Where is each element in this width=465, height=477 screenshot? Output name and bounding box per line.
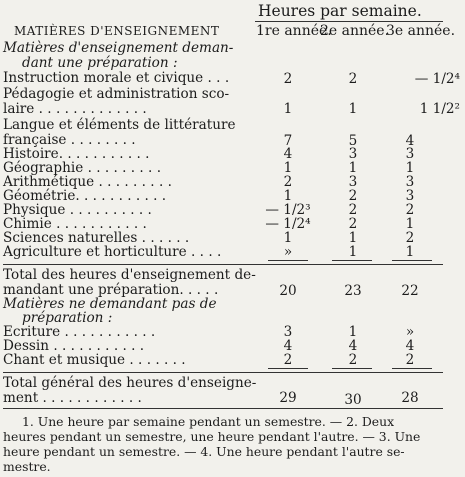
cell: 2: [283, 174, 293, 190]
cell: 2: [348, 188, 358, 204]
cell: 1: [283, 230, 293, 246]
row-label: Arithmétique . . . . . . . . .: [3, 174, 172, 190]
divider: [3, 372, 443, 373]
cell: 2: [283, 71, 293, 87]
col-year-2: 2e année.: [320, 23, 390, 39]
header-rule: [255, 21, 443, 22]
cell: 30: [344, 392, 362, 408]
row-label: Dessin . . . . . . . . . . .: [3, 338, 145, 354]
col-year-3: 3e année.: [386, 23, 456, 39]
total-label: mandant une préparation. . . . .: [3, 282, 219, 298]
cell: 2: [348, 216, 358, 232]
cell: — 1/2⁴: [265, 216, 311, 232]
row-label: Histoire. . . . . . . . . . .: [3, 146, 150, 162]
cell: »: [405, 324, 415, 340]
row-label: française . . . . . . . .: [3, 132, 136, 148]
cell: 3: [405, 174, 415, 190]
row-label: Géographie . . . . . . . . .: [3, 160, 162, 176]
cell: 5: [348, 133, 358, 149]
footnote-line: mestre.: [3, 459, 51, 474]
row-label: Chimie . . . . . . . . . . .: [3, 216, 147, 232]
cell: 4: [405, 338, 415, 354]
cell: 1: [283, 160, 293, 176]
row-label: Pédagogie et administration sco-: [3, 86, 230, 102]
cell: 2: [348, 71, 358, 87]
cell: 1: [348, 101, 358, 117]
cell: 2: [348, 202, 358, 218]
section1-title-2: dant une préparation :: [22, 55, 178, 71]
cell: 1 1/2²: [419, 101, 460, 117]
cell: 23: [344, 283, 362, 299]
row-label: laire . . . . . . . . . . . . .: [3, 101, 147, 117]
footnote-line: 1. Une heure par semaine pendant un semestre. — 2. Deux: [22, 414, 395, 429]
sum-rule: [268, 260, 308, 261]
cell: 4: [348, 338, 358, 354]
sum-rule: [332, 368, 372, 369]
section2-title-2: préparation :: [22, 310, 113, 326]
cell: 28: [401, 390, 419, 406]
sum-rule: [332, 260, 372, 261]
cell: »: [283, 244, 293, 260]
row-label: Sciences naturelles . . . . . .: [3, 230, 190, 246]
hours-header: Heures par semaine.: [258, 2, 422, 20]
cell: 3: [405, 146, 415, 162]
cell: 4: [283, 146, 293, 162]
divider: [3, 264, 443, 265]
row-label: Chant et musique . . . . . . .: [3, 352, 186, 368]
cell: 1: [348, 244, 358, 260]
cell: 3: [348, 174, 358, 190]
grand-total-label: ment . . . . . . . . . . . .: [3, 390, 142, 406]
cell: 4: [405, 133, 415, 149]
cell: 3: [405, 188, 415, 204]
cell: 1: [283, 101, 293, 117]
grand-total-label: Total général des heures d'enseigne-: [3, 375, 257, 391]
cell: — 1/2³: [265, 202, 311, 218]
sum-rule: [392, 368, 432, 369]
row-label: Géométrie. . . . . . . . . . .: [3, 188, 167, 204]
section2-title-1: Matières ne demandant pas de: [3, 296, 217, 312]
cell: 1: [405, 244, 415, 260]
cell: 22: [401, 283, 419, 299]
total-label: Total des heures d'enseignement de-: [3, 267, 256, 283]
footnote-line: heures pendant un semestre, une heure pendant l'autre. — 3. Une: [3, 429, 421, 444]
cell: 3: [348, 146, 358, 162]
cell: 3: [283, 324, 293, 340]
row-label: Physique . . . . . . . . . .: [3, 202, 152, 218]
footnote-line: heure pendant un semestre. — 4. Une heure pendant l'autre se-: [3, 444, 405, 459]
cell: 20: [279, 283, 297, 299]
cell: 1: [405, 216, 415, 232]
cell: 29: [279, 390, 297, 406]
cell: 1: [405, 160, 415, 176]
sum-rule: [392, 260, 432, 261]
cell: 2: [405, 202, 415, 218]
cell: 7: [283, 133, 293, 149]
cell: 2: [283, 352, 293, 368]
col-year-1: 1re année.: [256, 23, 332, 39]
row-label: Agriculture et horticulture . . . .: [3, 244, 222, 260]
cell: 1: [283, 188, 293, 204]
cell: 2: [348, 352, 358, 368]
row-label: Langue et éléments de littérature: [3, 117, 236, 133]
divider: [3, 408, 443, 409]
cell: 2: [405, 352, 415, 368]
section1-title-1: Matières d'enseignement deman-: [3, 40, 234, 56]
cell: 1: [348, 160, 358, 176]
row-label: Instruction morale et civique . . .: [3, 70, 230, 86]
cell: 4: [283, 338, 293, 354]
sum-rule: [268, 368, 308, 369]
cell: 1: [348, 324, 358, 340]
cell: 2: [405, 230, 415, 246]
row-label: Ecriture . . . . . . . . . . .: [3, 324, 156, 340]
cell: 1: [348, 230, 358, 246]
subjects-header: MATIÈRES D'ENSEIGNEMENT: [14, 24, 220, 38]
cell: — 1/2⁴: [414, 71, 460, 87]
